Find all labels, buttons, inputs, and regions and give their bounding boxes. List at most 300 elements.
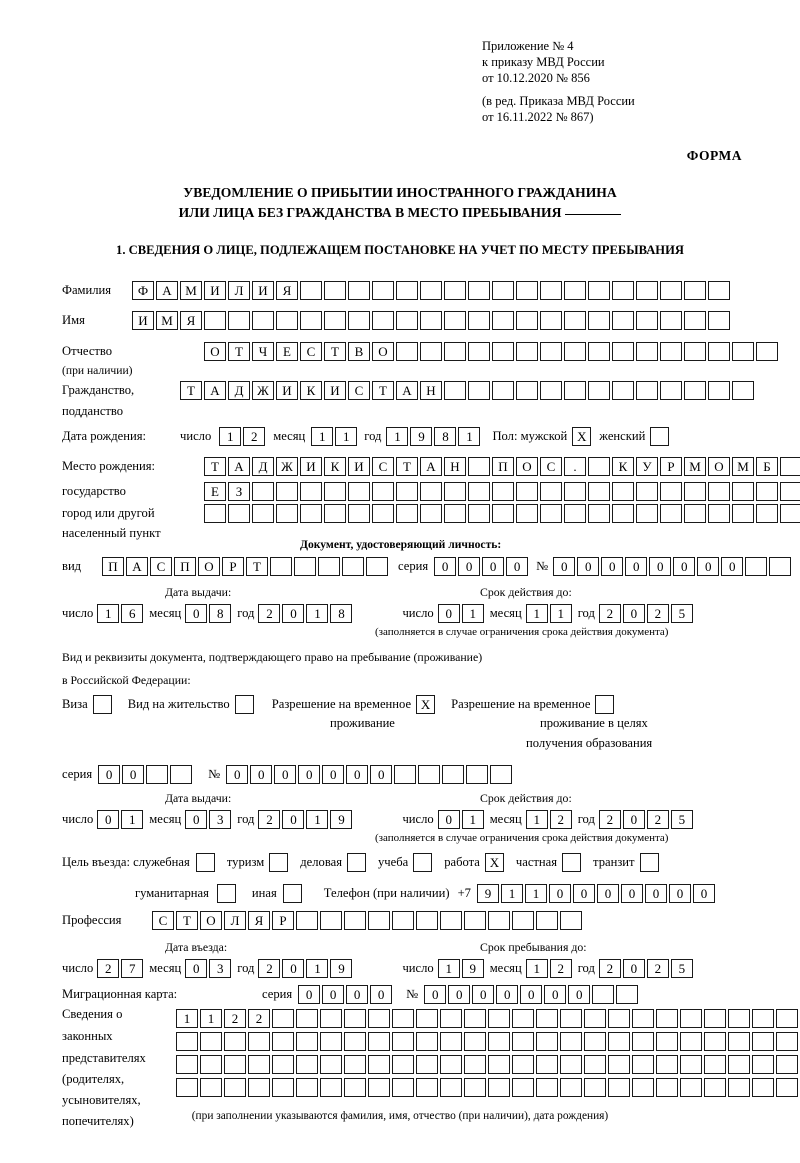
char-cell[interactable]: 0 <box>122 765 144 784</box>
char-cell[interactable] <box>732 381 754 400</box>
purpose-humanitarian-checkbox[interactable] <box>217 884 236 903</box>
char-cell[interactable]: 2 <box>647 604 669 623</box>
char-cell[interactable] <box>228 504 250 523</box>
char-cell[interactable]: 0 <box>250 765 272 784</box>
char-cell[interactable] <box>756 482 778 501</box>
char-cell[interactable]: 0 <box>98 765 120 784</box>
phone-input[interactable] <box>477 884 717 903</box>
char-cell[interactable]: 0 <box>506 557 528 576</box>
char-cell[interactable] <box>516 281 538 300</box>
char-cell[interactable] <box>708 504 730 523</box>
representatives-input-4[interactable] <box>176 1078 800 1097</box>
purpose-business-checkbox[interactable] <box>347 853 366 872</box>
char-cell[interactable]: 1 <box>458 427 480 446</box>
char-cell[interactable] <box>368 1055 390 1074</box>
profession-input[interactable] <box>152 911 584 930</box>
char-cell[interactable] <box>468 311 490 330</box>
char-cell[interactable] <box>344 1032 366 1051</box>
char-cell[interactable]: 1 <box>311 427 333 446</box>
char-cell[interactable] <box>540 342 562 361</box>
char-cell[interactable] <box>272 1078 294 1097</box>
char-cell[interactable]: Е <box>204 482 226 501</box>
char-cell[interactable]: 1 <box>306 959 328 978</box>
char-cell[interactable]: Т <box>396 457 418 476</box>
char-cell[interactable]: С <box>348 381 370 400</box>
char-cell[interactable] <box>612 504 634 523</box>
char-cell[interactable] <box>728 1009 750 1028</box>
char-cell[interactable]: Я <box>248 911 270 930</box>
char-cell[interactable] <box>584 1078 606 1097</box>
char-cell[interactable]: И <box>348 457 370 476</box>
char-cell[interactable] <box>272 1055 294 1074</box>
char-cell[interactable] <box>416 1009 438 1028</box>
char-cell[interactable] <box>684 482 706 501</box>
char-cell[interactable] <box>444 311 466 330</box>
stay-month-input[interactable] <box>526 959 574 978</box>
char-cell[interactable]: 1 <box>386 427 408 446</box>
char-cell[interactable]: 0 <box>623 604 645 623</box>
char-cell[interactable]: О <box>708 457 730 476</box>
char-cell[interactable]: 2 <box>647 959 669 978</box>
char-cell[interactable] <box>176 1032 198 1051</box>
char-cell[interactable]: 0 <box>553 557 575 576</box>
birthplace-input-3[interactable] <box>204 504 800 523</box>
char-cell[interactable]: М <box>156 311 178 330</box>
surname-input[interactable] <box>132 281 732 300</box>
char-cell[interactable] <box>584 1032 606 1051</box>
char-cell[interactable] <box>752 1032 774 1051</box>
char-cell[interactable]: Ч <box>252 342 274 361</box>
char-cell[interactable]: Я <box>180 311 202 330</box>
char-cell[interactable] <box>516 311 538 330</box>
char-cell[interactable] <box>612 311 634 330</box>
char-cell[interactable] <box>348 281 370 300</box>
purpose-study-checkbox[interactable] <box>413 853 432 872</box>
char-cell[interactable] <box>320 1009 342 1028</box>
char-cell[interactable] <box>512 1032 534 1051</box>
char-cell[interactable] <box>396 342 418 361</box>
char-cell[interactable]: М <box>180 281 202 300</box>
char-cell[interactable] <box>584 1055 606 1074</box>
char-cell[interactable] <box>756 342 778 361</box>
char-cell[interactable] <box>444 281 466 300</box>
char-cell[interactable] <box>296 911 318 930</box>
char-cell[interactable] <box>636 342 658 361</box>
char-cell[interactable] <box>416 1078 438 1097</box>
char-cell[interactable] <box>368 1078 390 1097</box>
patronymic-input[interactable] <box>204 342 780 361</box>
char-cell[interactable] <box>588 342 610 361</box>
citizenship-input[interactable] <box>180 381 756 400</box>
char-cell[interactable] <box>366 557 388 576</box>
char-cell[interactable]: 0 <box>623 810 645 829</box>
char-cell[interactable]: 2 <box>550 959 572 978</box>
char-cell[interactable] <box>272 1032 294 1051</box>
char-cell[interactable] <box>300 504 322 523</box>
char-cell[interactable] <box>464 1032 486 1051</box>
char-cell[interactable] <box>468 504 490 523</box>
char-cell[interactable] <box>248 1032 270 1051</box>
char-cell[interactable] <box>708 311 730 330</box>
residence-permit-checkbox[interactable] <box>235 695 254 714</box>
permit-number-input[interactable] <box>226 765 514 784</box>
char-cell[interactable]: 0 <box>185 810 207 829</box>
char-cell[interactable] <box>732 482 754 501</box>
char-cell[interactable]: Р <box>660 457 682 476</box>
char-cell[interactable]: Т <box>372 381 394 400</box>
char-cell[interactable] <box>752 1055 774 1074</box>
char-cell[interactable]: 0 <box>424 985 446 1004</box>
char-cell[interactable]: Ж <box>276 457 298 476</box>
char-cell[interactable] <box>464 1078 486 1097</box>
char-cell[interactable]: 1 <box>501 884 523 903</box>
char-cell[interactable] <box>728 1078 750 1097</box>
char-cell[interactable]: У <box>636 457 658 476</box>
char-cell[interactable] <box>588 482 610 501</box>
migration-series-input[interactable] <box>298 985 394 1004</box>
char-cell[interactable] <box>276 311 298 330</box>
char-cell[interactable]: М <box>684 457 706 476</box>
representatives-input-1[interactable] <box>176 1009 800 1028</box>
char-cell[interactable]: 2 <box>97 959 119 978</box>
char-cell[interactable]: Д <box>252 457 274 476</box>
char-cell[interactable] <box>516 482 538 501</box>
birth-day-input[interactable] <box>219 427 267 446</box>
char-cell[interactable]: 0 <box>298 765 320 784</box>
char-cell[interactable]: 0 <box>472 985 494 1004</box>
char-cell[interactable]: 0 <box>577 557 599 576</box>
char-cell[interactable]: И <box>324 381 346 400</box>
char-cell[interactable] <box>392 1032 414 1051</box>
entry-month-input[interactable] <box>185 959 233 978</box>
char-cell[interactable]: И <box>132 311 154 330</box>
char-cell[interactable]: 1 <box>219 427 241 446</box>
char-cell[interactable]: С <box>372 457 394 476</box>
char-cell[interactable] <box>769 557 791 576</box>
char-cell[interactable]: Т <box>180 381 202 400</box>
char-cell[interactable]: Н <box>420 381 442 400</box>
representatives-input-2[interactable] <box>176 1032 800 1051</box>
char-cell[interactable] <box>372 482 394 501</box>
char-cell[interactable] <box>756 504 778 523</box>
char-cell[interactable] <box>632 1009 654 1028</box>
char-cell[interactable] <box>492 482 514 501</box>
char-cell[interactable]: 0 <box>282 604 304 623</box>
char-cell[interactable]: 3 <box>209 810 231 829</box>
char-cell[interactable] <box>442 765 464 784</box>
temp-residence-checkbox[interactable]: Х <box>416 695 435 714</box>
char-cell[interactable] <box>296 1078 318 1097</box>
char-cell[interactable]: 0 <box>370 765 392 784</box>
name-input[interactable] <box>132 311 732 330</box>
char-cell[interactable]: С <box>152 911 174 930</box>
char-cell[interactable] <box>416 911 438 930</box>
char-cell[interactable] <box>732 504 754 523</box>
char-cell[interactable]: О <box>516 457 538 476</box>
char-cell[interactable]: С <box>150 557 172 576</box>
char-cell[interactable] <box>294 557 316 576</box>
char-cell[interactable]: 0 <box>282 959 304 978</box>
char-cell[interactable] <box>680 1009 702 1028</box>
permit-valid-day-input[interactable] <box>438 810 486 829</box>
char-cell[interactable]: К <box>612 457 634 476</box>
char-cell[interactable] <box>372 281 394 300</box>
char-cell[interactable] <box>752 1078 774 1097</box>
char-cell[interactable] <box>344 1009 366 1028</box>
char-cell[interactable]: В <box>348 342 370 361</box>
char-cell[interactable] <box>608 1055 630 1074</box>
char-cell[interactable] <box>492 342 514 361</box>
char-cell[interactable] <box>684 311 706 330</box>
char-cell[interactable] <box>392 1078 414 1097</box>
char-cell[interactable]: 2 <box>224 1009 246 1028</box>
permit-valid-year-input[interactable] <box>599 810 695 829</box>
representatives-input-3[interactable] <box>176 1055 800 1074</box>
char-cell[interactable]: О <box>372 342 394 361</box>
char-cell[interactable]: 0 <box>623 959 645 978</box>
char-cell[interactable] <box>660 381 682 400</box>
char-cell[interactable] <box>632 1055 654 1074</box>
char-cell[interactable]: 5 <box>671 959 693 978</box>
char-cell[interactable]: 0 <box>438 810 460 829</box>
char-cell[interactable]: 8 <box>209 604 231 623</box>
char-cell[interactable] <box>348 311 370 330</box>
char-cell[interactable] <box>564 381 586 400</box>
char-cell[interactable]: 5 <box>671 810 693 829</box>
char-cell[interactable]: 0 <box>568 985 590 1004</box>
char-cell[interactable] <box>200 1055 222 1074</box>
char-cell[interactable]: А <box>156 281 178 300</box>
char-cell[interactable] <box>516 381 538 400</box>
char-cell[interactable] <box>608 1009 630 1028</box>
char-cell[interactable]: 7 <box>121 959 143 978</box>
identity-issue-year-input[interactable] <box>258 604 354 623</box>
char-cell[interactable] <box>372 504 394 523</box>
char-cell[interactable] <box>540 482 562 501</box>
char-cell[interactable] <box>392 1055 414 1074</box>
char-cell[interactable]: П <box>492 457 514 476</box>
char-cell[interactable] <box>492 504 514 523</box>
char-cell[interactable]: М <box>732 457 754 476</box>
permit-issue-day-input[interactable] <box>97 810 145 829</box>
char-cell[interactable]: 0 <box>721 557 743 576</box>
char-cell[interactable] <box>708 342 730 361</box>
char-cell[interactable] <box>342 557 364 576</box>
stay-year-input[interactable] <box>599 959 695 978</box>
permit-issue-year-input[interactable] <box>258 810 354 829</box>
visa-checkbox[interactable] <box>93 695 112 714</box>
char-cell[interactable] <box>248 1078 270 1097</box>
char-cell[interactable] <box>516 342 538 361</box>
char-cell[interactable] <box>440 1055 462 1074</box>
sex-female-checkbox[interactable] <box>650 427 669 446</box>
char-cell[interactable] <box>512 911 534 930</box>
char-cell[interactable] <box>684 504 706 523</box>
char-cell[interactable] <box>348 482 370 501</box>
char-cell[interactable] <box>540 504 562 523</box>
char-cell[interactable] <box>320 911 342 930</box>
char-cell[interactable] <box>444 342 466 361</box>
char-cell[interactable]: И <box>300 457 322 476</box>
char-cell[interactable]: 0 <box>597 884 619 903</box>
char-cell[interactable] <box>708 281 730 300</box>
char-cell[interactable] <box>588 311 610 330</box>
char-cell[interactable] <box>324 482 346 501</box>
char-cell[interactable] <box>252 504 274 523</box>
char-cell[interactable] <box>318 557 340 576</box>
char-cell[interactable] <box>276 504 298 523</box>
char-cell[interactable] <box>636 311 658 330</box>
char-cell[interactable] <box>300 482 322 501</box>
char-cell[interactable] <box>636 381 658 400</box>
char-cell[interactable]: 1 <box>306 810 328 829</box>
char-cell[interactable]: 2 <box>599 604 621 623</box>
char-cell[interactable] <box>300 281 322 300</box>
char-cell[interactable] <box>324 504 346 523</box>
permit-issue-month-input[interactable] <box>185 810 233 829</box>
char-cell[interactable] <box>320 1055 342 1074</box>
char-cell[interactable]: Т <box>246 557 268 576</box>
char-cell[interactable]: 0 <box>448 985 470 1004</box>
identity-type-input[interactable] <box>102 557 390 576</box>
char-cell[interactable] <box>420 281 442 300</box>
char-cell[interactable] <box>344 911 366 930</box>
char-cell[interactable] <box>394 765 416 784</box>
char-cell[interactable]: Б <box>756 457 778 476</box>
char-cell[interactable] <box>588 281 610 300</box>
char-cell[interactable]: 2 <box>258 604 280 623</box>
char-cell[interactable] <box>440 1078 462 1097</box>
char-cell[interactable] <box>560 1009 582 1028</box>
char-cell[interactable] <box>536 1078 558 1097</box>
char-cell[interactable] <box>392 1009 414 1028</box>
char-cell[interactable] <box>396 281 418 300</box>
char-cell[interactable] <box>492 311 514 330</box>
char-cell[interactable] <box>420 482 442 501</box>
identity-number-input[interactable] <box>553 557 793 576</box>
identity-valid-day-input[interactable] <box>438 604 486 623</box>
char-cell[interactable]: 1 <box>121 810 143 829</box>
char-cell[interactable] <box>176 1055 198 1074</box>
char-cell[interactable]: 0 <box>697 557 719 576</box>
char-cell[interactable]: 0 <box>185 959 207 978</box>
char-cell[interactable] <box>368 1009 390 1028</box>
char-cell[interactable] <box>420 504 442 523</box>
char-cell[interactable] <box>320 1078 342 1097</box>
char-cell[interactable] <box>592 985 614 1004</box>
char-cell[interactable] <box>656 1055 678 1074</box>
char-cell[interactable] <box>564 504 586 523</box>
char-cell[interactable] <box>224 1032 246 1051</box>
char-cell[interactable] <box>516 504 538 523</box>
char-cell[interactable] <box>780 457 800 476</box>
char-cell[interactable] <box>540 311 562 330</box>
char-cell[interactable]: 2 <box>258 959 280 978</box>
char-cell[interactable]: 3 <box>209 959 231 978</box>
char-cell[interactable]: 9 <box>330 959 352 978</box>
char-cell[interactable] <box>616 985 638 1004</box>
char-cell[interactable]: Т <box>324 342 346 361</box>
char-cell[interactable] <box>416 1032 438 1051</box>
char-cell[interactable] <box>440 1032 462 1051</box>
char-cell[interactable] <box>564 311 586 330</box>
char-cell[interactable] <box>560 1032 582 1051</box>
char-cell[interactable] <box>248 1055 270 1074</box>
char-cell[interactable]: 1 <box>462 810 484 829</box>
char-cell[interactable]: О <box>200 911 222 930</box>
char-cell[interactable] <box>466 765 488 784</box>
char-cell[interactable] <box>444 381 466 400</box>
char-cell[interactable] <box>656 1078 678 1097</box>
char-cell[interactable]: А <box>204 381 226 400</box>
char-cell[interactable] <box>632 1032 654 1051</box>
sex-male-checkbox[interactable]: Х <box>572 427 591 446</box>
edu-residence-checkbox[interactable] <box>595 695 614 714</box>
char-cell[interactable]: 0 <box>649 557 671 576</box>
char-cell[interactable]: 0 <box>185 604 207 623</box>
char-cell[interactable]: П <box>102 557 124 576</box>
char-cell[interactable] <box>296 1009 318 1028</box>
char-cell[interactable]: 9 <box>330 810 352 829</box>
char-cell[interactable]: З <box>228 482 250 501</box>
purpose-transit-checkbox[interactable] <box>640 853 659 872</box>
char-cell[interactable]: 0 <box>482 557 504 576</box>
char-cell[interactable] <box>776 1009 798 1028</box>
char-cell[interactable] <box>224 1078 246 1097</box>
migration-number-input[interactable] <box>424 985 640 1004</box>
char-cell[interactable]: 1 <box>526 604 548 623</box>
char-cell[interactable] <box>564 482 586 501</box>
char-cell[interactable]: 5 <box>671 604 693 623</box>
char-cell[interactable] <box>368 1032 390 1051</box>
char-cell[interactable] <box>776 1078 798 1097</box>
char-cell[interactable] <box>492 281 514 300</box>
char-cell[interactable]: 0 <box>346 985 368 1004</box>
char-cell[interactable] <box>584 1009 606 1028</box>
char-cell[interactable]: 0 <box>693 884 715 903</box>
purpose-work-checkbox[interactable]: Х <box>485 853 504 872</box>
char-cell[interactable] <box>660 482 682 501</box>
char-cell[interactable]: 2 <box>243 427 265 446</box>
char-cell[interactable] <box>636 482 658 501</box>
char-cell[interactable]: 0 <box>298 985 320 1004</box>
char-cell[interactable] <box>324 281 346 300</box>
purpose-private-checkbox[interactable] <box>562 853 581 872</box>
stay-day-input[interactable] <box>438 959 486 978</box>
char-cell[interactable] <box>780 482 800 501</box>
char-cell[interactable] <box>588 504 610 523</box>
char-cell[interactable] <box>420 311 442 330</box>
char-cell[interactable] <box>204 504 226 523</box>
char-cell[interactable]: 8 <box>330 604 352 623</box>
char-cell[interactable]: И <box>204 281 226 300</box>
char-cell[interactable] <box>776 1055 798 1074</box>
birth-month-input[interactable] <box>311 427 359 446</box>
char-cell[interactable]: И <box>252 281 274 300</box>
char-cell[interactable] <box>296 1032 318 1051</box>
char-cell[interactable] <box>752 1009 774 1028</box>
char-cell[interactable]: 0 <box>274 765 296 784</box>
char-cell[interactable] <box>416 1055 438 1074</box>
char-cell[interactable]: 1 <box>97 604 119 623</box>
char-cell[interactable] <box>468 381 490 400</box>
char-cell[interactable]: 2 <box>599 959 621 978</box>
char-cell[interactable]: 0 <box>226 765 248 784</box>
char-cell[interactable] <box>468 281 490 300</box>
char-cell[interactable]: О <box>204 342 226 361</box>
identity-issue-day-input[interactable] <box>97 604 145 623</box>
identity-series-input[interactable] <box>434 557 530 576</box>
